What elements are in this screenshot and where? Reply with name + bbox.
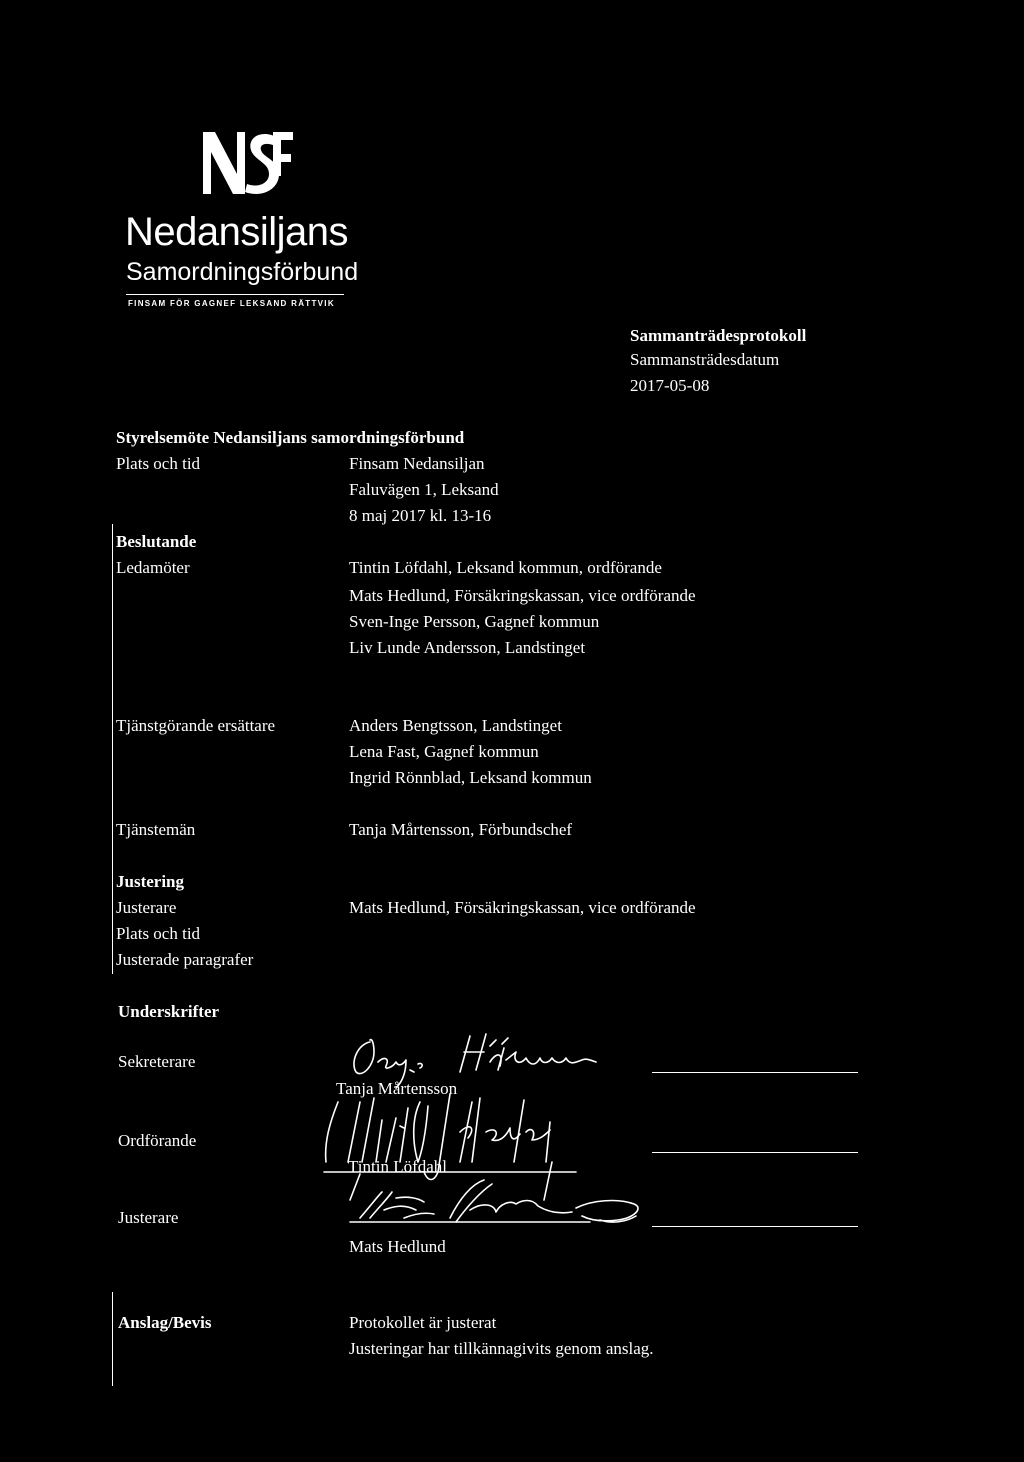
meeting-title: Styrelsemöte Nedansiljans samordningsförbund (116, 428, 465, 447)
left-margin-rule (112, 524, 113, 974)
notice-line: Protokollet är justerat (349, 1313, 497, 1332)
org-tagline: FINSAM FÖR GAGNEF LEKSAND RÄTTVIK (128, 299, 335, 308)
adjusted-paragraphs-label: Justerade paragrafer (116, 950, 254, 969)
deciding-heading: Beslutande (116, 532, 197, 551)
notice-line: Justeringar har tillkännagivits genom anslag. (349, 1339, 654, 1358)
place-line: Faluvägen 1, Leksand (349, 480, 499, 499)
member-item: Sven-Inge Persson, Gagnef kommun (349, 612, 600, 631)
place-label: Plats och tid (116, 454, 201, 473)
adjuster-value: Mats Hedlund, Försäkringskassan, vice ordförande (349, 898, 696, 917)
handwritten-signatures (300, 1022, 680, 1242)
adjustment-place-label: Plats och tid (116, 924, 201, 943)
protocol-heading: Sammanträdesprotokoll (630, 326, 807, 345)
member-item: Liv Lunde Andersson, Landstinget (349, 638, 586, 657)
substitute-item: Ingrid Rönnblad, Leksand kommun (349, 768, 592, 787)
member-item: Mats Hedlund, Försäkringskassan, vice ordförande (349, 586, 696, 605)
logo-divider (126, 294, 344, 295)
adjuster-label: Justerare (116, 898, 177, 917)
protocol-date-label: Sammansträdesdatum (630, 350, 780, 369)
signature-line (652, 1152, 858, 1153)
substitutes-label: Tjänstgörande ersättare (116, 716, 276, 735)
substitute-item: Lena Fast, Gagnef kommun (349, 742, 539, 761)
substitute-item: Anders Bengtsson, Landstinget (349, 716, 562, 735)
signer-name: Mats Hedlund (349, 1237, 446, 1256)
members-label: Ledamöter (116, 558, 190, 577)
adjustment-heading: Justering (116, 872, 184, 891)
officials-label: Tjänstemän (116, 820, 196, 839)
signature-role: Sekreterare (118, 1052, 196, 1071)
signature-role: Ordförande (118, 1131, 197, 1150)
signature-line (652, 1072, 858, 1073)
signer-name: Tanja Mårtensson (336, 1079, 458, 1098)
place-line: 8 maj 2017 kl. 13-16 (349, 506, 492, 525)
protocol-date: 2017-05-08 (630, 376, 710, 395)
signatures-heading: Underskrifter (118, 1002, 220, 1021)
signature-line (652, 1226, 858, 1227)
org-name: Nedansiljans (125, 210, 349, 254)
nsf-logo-mark (203, 128, 293, 196)
signature-role: Justerare (118, 1208, 179, 1227)
notice-heading: Anslag/Bevis (118, 1313, 212, 1332)
signer-name: Tintin Löfdahl (348, 1157, 448, 1176)
officials-value: Tanja Mårtensson, Förbundschef (349, 820, 573, 839)
left-margin-rule (112, 1292, 113, 1386)
org-subtitle: Samordningsförbund (126, 258, 359, 286)
place-line: Finsam Nedansiljan (349, 454, 485, 473)
member-item: Tintin Löfdahl, Leksand kommun, ordförande (349, 558, 662, 577)
